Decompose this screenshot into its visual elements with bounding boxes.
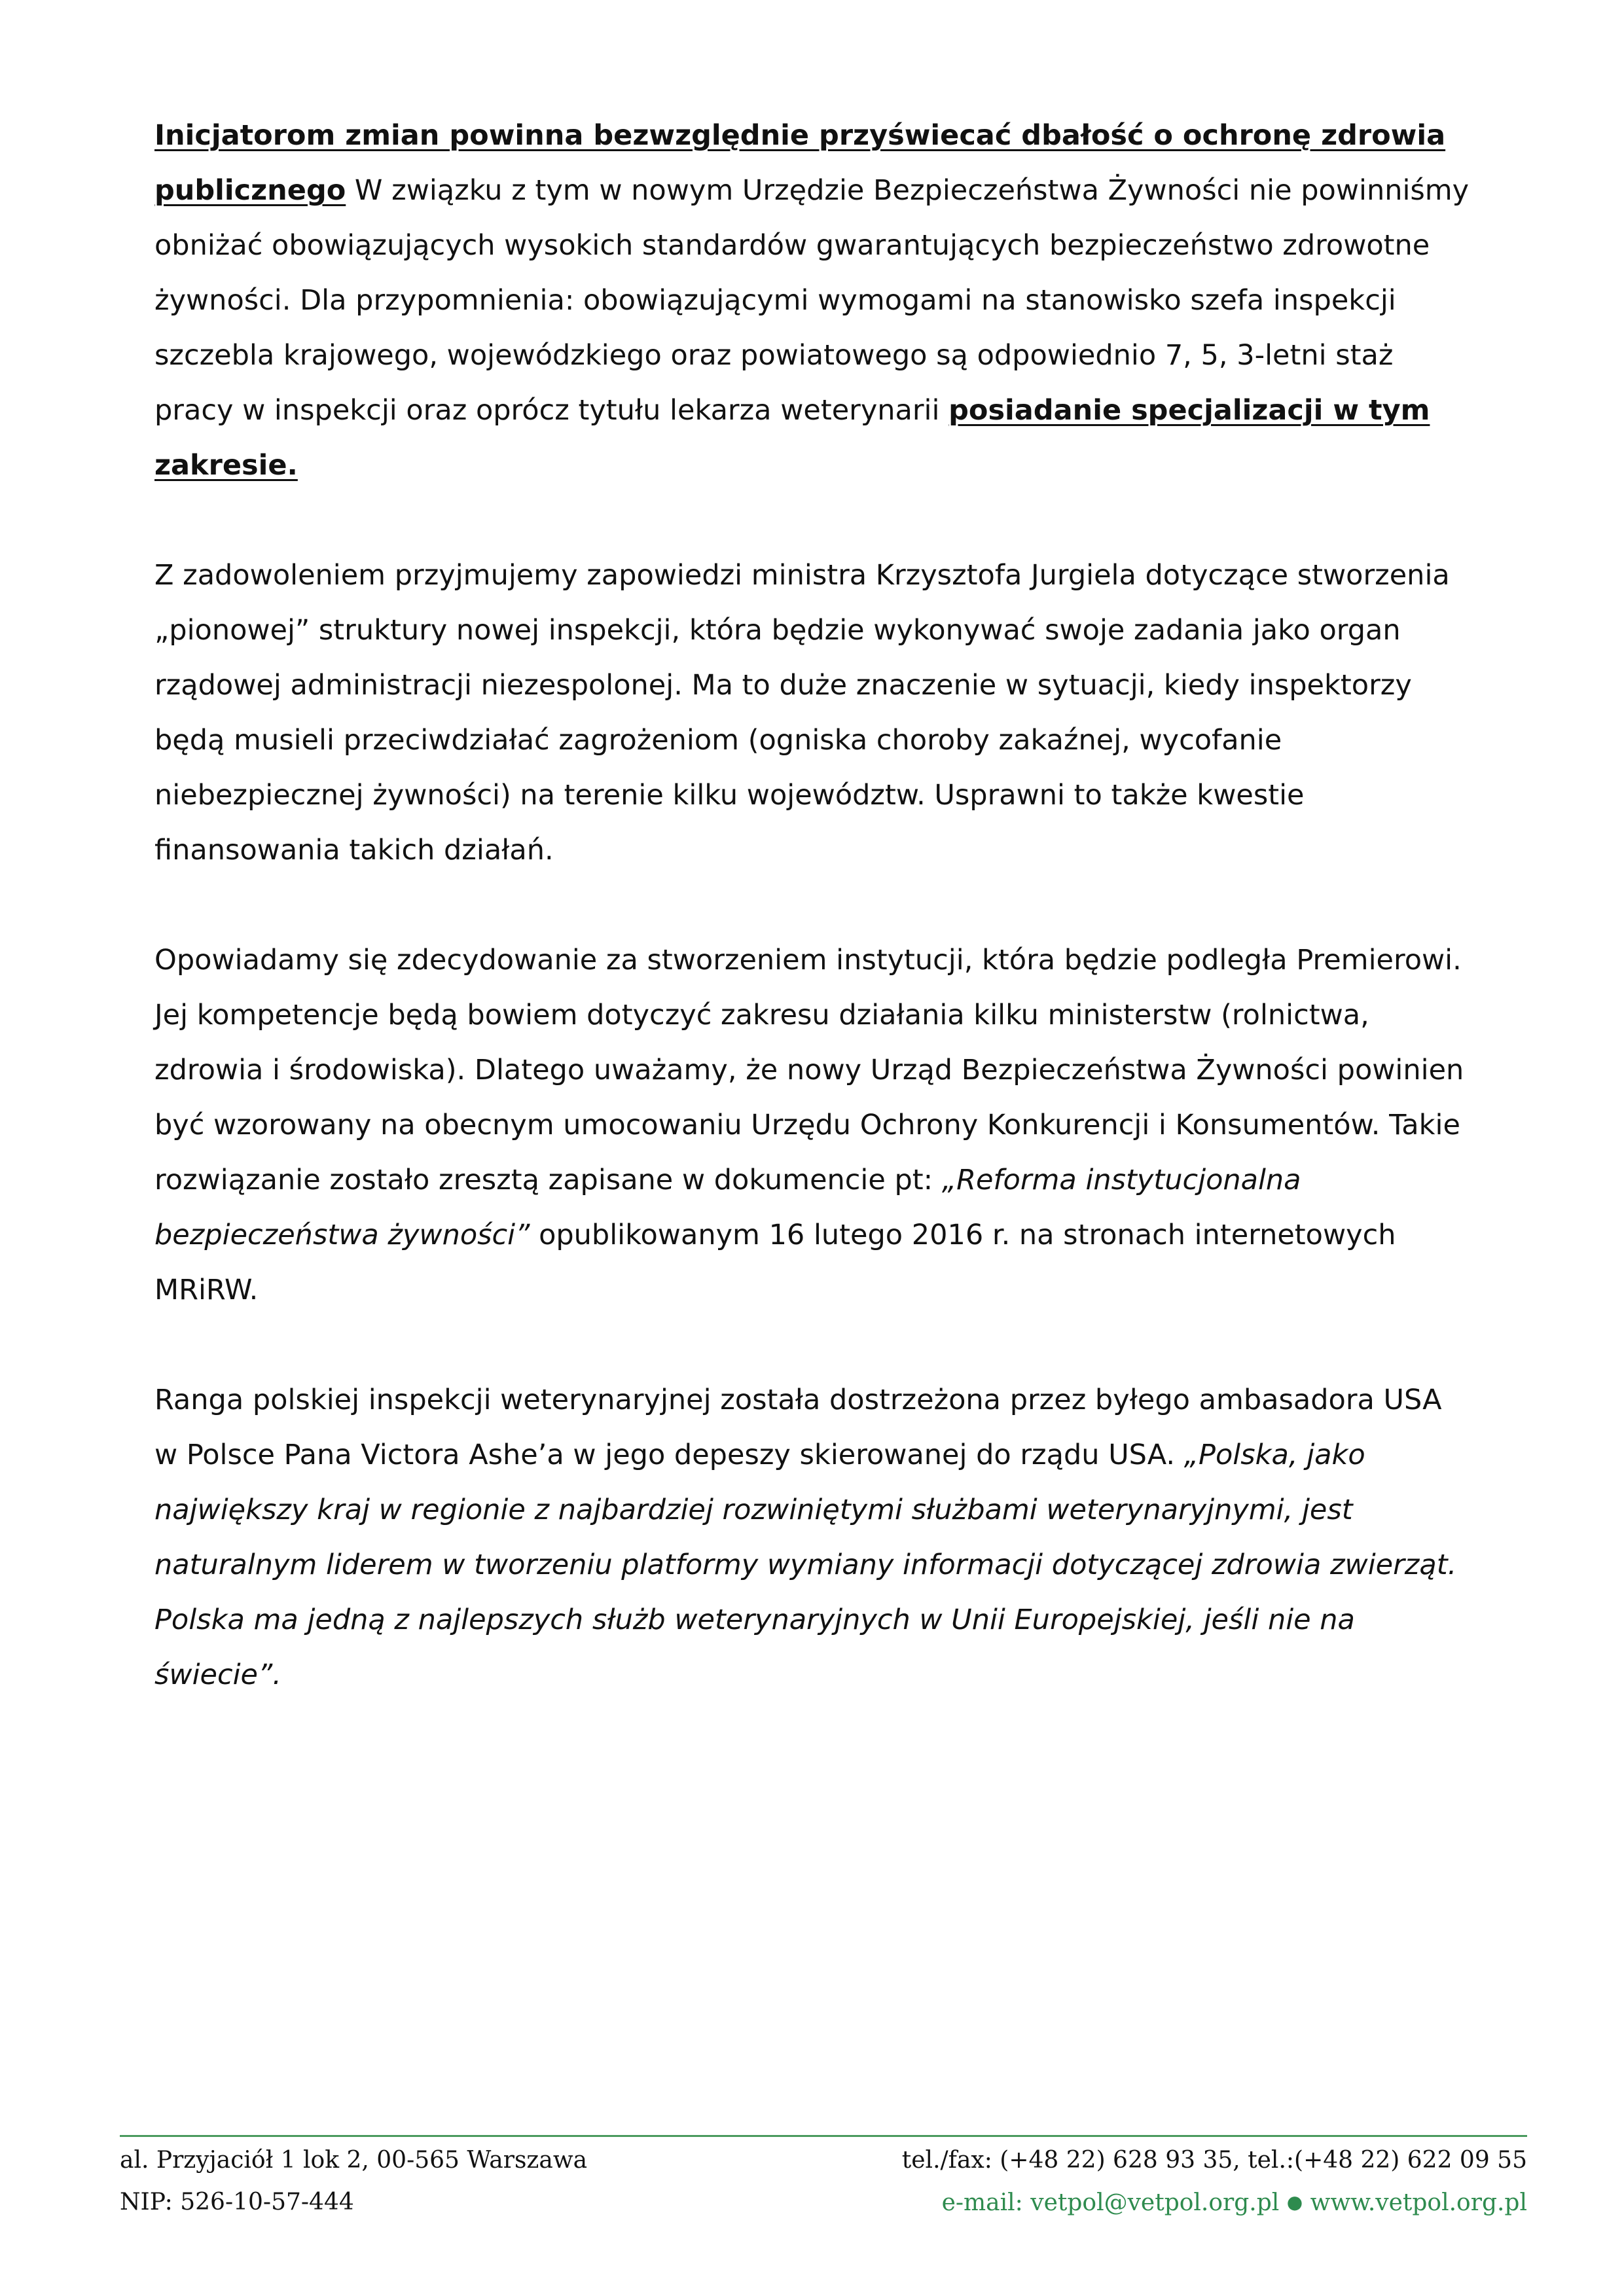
page-footer (120, 2144, 1527, 2235)
paragraph-2 (154, 548, 1470, 878)
footer-nip: NIP: 526-10-57-444 (120, 2189, 354, 2215)
paragraph-1 (154, 108, 1470, 493)
emphasis-text: Inicjatorom zmian powinna bezwzględnie przyświecać dbałość o ochronę zdrowia publicznego (154, 119, 1446, 207)
document-title-italic: „Reforma instytucjonalna bezpieczeństwa żywności” (154, 1164, 1301, 1251)
paragraph-3 (154, 933, 1470, 1318)
footer-contact (942, 2185, 1527, 2220)
paragraph-text: Ranga polskiej inspekcji weterynaryjnej została dostrzeżona przez byłego ambasadora USA w Polsce Pana Victora Ashe’a w jego depeszy skierowanej do rządu USA. (154, 1384, 1442, 1471)
quote-italic: „Polska, jako największy kraj w regionie z najbardziej rozwiniętymi służbami weterynaryjnymi, jest naturalnym liderem w tworzeniu platformy wymiany informacji dotyczącej zdrowia zwierząt. Polska ma jedną z najlepszych służb weterynaryjnych w Unii Europejskiej, jeśli nie na świecie”. (154, 1439, 1457, 1691)
footer-row-2 (120, 2185, 1527, 2219)
footer-address: al. Przyjaciół 1 lok 2, 00-565 Warszawa (120, 2147, 588, 2174)
bullet-separator-icon: ● (1286, 2191, 1303, 2213)
paragraph-text: W związku z tym w nowym Urzędzie Bezpieczeństwa Żywności nie powinniśmy obniżać obowiązujących wysokich standardów gwarantujących bezpieczeństwo zdrowotne żywności. Dla przypomnienia: obowiązującymi wymogami na stanowisko szefa inspekcji szczebla krajowego, wojewódzkiego oraz powiatowego są odpowiednio 7, 5, 3-letni staż pracy w inspekcji oraz oprócz tytułu lekarza weterynarii (154, 174, 1470, 427)
footer-divider (120, 2135, 1527, 2137)
footer-website-link[interactable]: www.vetpol.org.pl (1310, 2189, 1527, 2216)
footer-email-link[interactable]: e-mail: vetpol@vetpol.org.pl (941, 2189, 1280, 2216)
paragraph-4 (154, 1372, 1470, 1702)
document-body (154, 108, 1470, 1702)
paragraph-text: Opowiadamy się zdecydowanie za stworzeniem instytucji, która będzie podległa Premierowi. Jej kompetencje będą bowiem dotyczyć zakresu działania kilku ministerstw (rolnictwa, zdrowia i środowiska). Dlatego uważamy, że nowy Urząd Bezpieczeństwa Żywności powinien być wzorowany na obecnym umocowaniu Urzędu Ochrony Konkurencji i Konsumentów. Takie rozwiązanie zostało zresztą zapisane w dokumencie pt: (154, 944, 1464, 1196)
paragraph-text: opublikowanym 16 lutego 2016 r. na stronach internetowych MRiRW. (154, 1219, 1396, 1306)
paragraph-text: Z zadowoleniem przyjmujemy zapowiedzi ministra Krzysztofa Jurgiela dotyczące stworzenia „pionowej” struktury nowej inspekcji, która będzie wykonywać swoje zadania jako organ rządowej administracji niezespolonej. Ma to duże znaczenie w sytuacji, kiedy inspektorzy będą musieli przeciwdziałać zagrożeniom (ogniska choroby zakaźnej, wycofanie niebezpiecznej żywności) na terenie kilku województw. Usprawni to także kwestie finansowania takich działań. (154, 559, 1450, 867)
emphasis-text: posiadanie specjalizacji w tym zakresie. (154, 394, 1430, 482)
footer-row-1 (120, 2144, 1527, 2178)
footer-phones: tel./fax: (+48 22) 628 93 35, tel.:(+48 22) 622 09 55 (901, 2147, 1527, 2174)
